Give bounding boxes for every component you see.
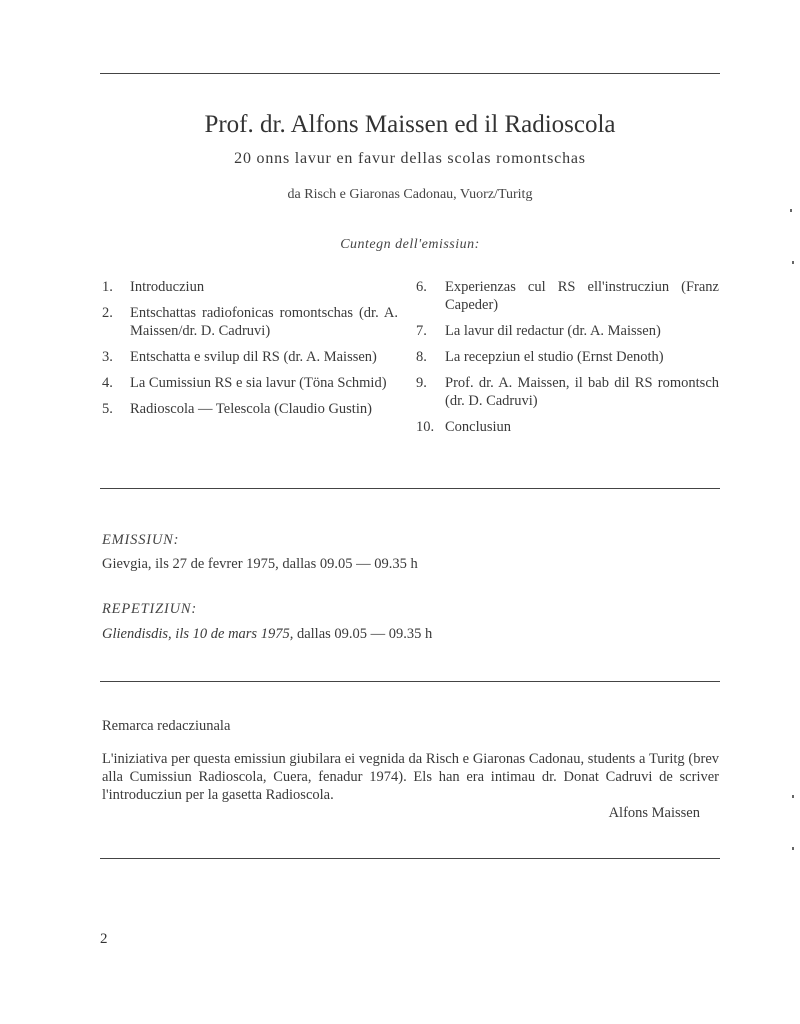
remark-body: L'iniziativa per questa emissiun giubilara ei vegnida da Risch e Giaronas Cadonau, students a Turitg (brev alla Cumissiun Radioscola, Cuera, fenadur 1974). Els han era intimau dr. Donat Cadruvi de scriver l'introducziun per la gasetta Radioscola.: [102, 751, 719, 803]
contents-bottom-rule: [100, 488, 720, 489]
page-subtitle: 20 onns lavur en favur dellas scolas romontschas: [234, 150, 586, 167]
repetition-line: [102, 626, 432, 643]
authors-line: da Risch e Giaronas Cadonau, Vuorz/Turitg: [287, 187, 533, 202]
contents-item-text: Entschattas radiofonicas romontschas (dr. A. Maissen/dr. D. Cadruvi): [130, 305, 398, 339]
remark-bottom-rule: [100, 858, 720, 859]
page-number: 2: [100, 931, 108, 947]
contents-list-left: [102, 278, 398, 426]
contents-item-text: Prof. dr. A. Maissen, il bab dil RS romontsch (dr. D. Cadruvi): [445, 375, 719, 409]
top-rule: [100, 73, 720, 74]
contents-item-number: 3.: [102, 349, 113, 365]
contents-item-number: 1.: [102, 279, 113, 295]
contents-item-number: 8.: [416, 349, 427, 365]
repetition-date: Gliendisdis, ils 10 de mars 1975,: [102, 626, 294, 642]
contents-item-number: 2.: [102, 305, 113, 321]
scan-speck: [792, 261, 794, 264]
contents-item-number: 9.: [416, 375, 427, 391]
contents-item-number: 4.: [102, 375, 113, 391]
contents-item: [416, 418, 719, 436]
contents-item-number: 5.: [102, 401, 113, 417]
contents-heading: Cuntegn dell'emissiun:: [340, 237, 480, 252]
contents-item-text: Introducziun: [130, 279, 205, 295]
repetition-time: dallas 09.05 — 09.35 h: [296, 626, 433, 642]
contents-item: [102, 374, 398, 392]
scan-speck: [790, 209, 792, 212]
contents-item-text: Entschatta e svilup dil RS (dr. A. Maissen): [130, 349, 377, 365]
remark-signature: Alfons Maissen: [608, 805, 700, 821]
scan-speck: [792, 795, 794, 798]
contents-item: [416, 322, 719, 340]
contents-item: [102, 278, 398, 296]
emission-text: Gievgia, ils 27 de fevrer 1975, dallas 09.05 — 09.35 h: [102, 556, 418, 572]
contents-list-right: [416, 278, 719, 444]
contents-item-text: La Cumissiun RS e sia lavur (Töna Schmid): [130, 375, 387, 391]
scan-speck: [792, 847, 794, 850]
contents-item-text: La lavur dil redactur (dr. A. Maissen): [445, 323, 661, 339]
contents-item: [416, 278, 719, 314]
contents-item-text: Experienzas cul RS ell'instrucziun (Franz Capeder): [445, 279, 719, 313]
contents-item-number: 7.: [416, 323, 427, 339]
contents-item: [102, 304, 398, 340]
contents-item-number: 10.: [416, 419, 435, 435]
contents-item-text: La recepziun el studio (Ernst Denoth): [445, 349, 664, 365]
repetition-label: REPETIZIUN:: [102, 601, 197, 617]
broadcast-bottom-rule: [100, 681, 720, 682]
contents-item: [416, 348, 719, 366]
contents-item-text: Radioscola — Telescola (Claudio Gustin): [130, 401, 372, 417]
contents-item: [102, 400, 398, 418]
emission-label: EMISSIUN:: [102, 532, 180, 548]
remark-heading: Remarca redacziunala: [102, 718, 231, 734]
contents-item-text: Conclusiun: [445, 419, 512, 435]
page-title: Prof. dr. Alfons Maissen ed il Radioscola: [204, 111, 616, 138]
contents-item-number: 6.: [416, 279, 427, 295]
contents-item: [416, 374, 719, 410]
contents-item: [102, 348, 398, 366]
